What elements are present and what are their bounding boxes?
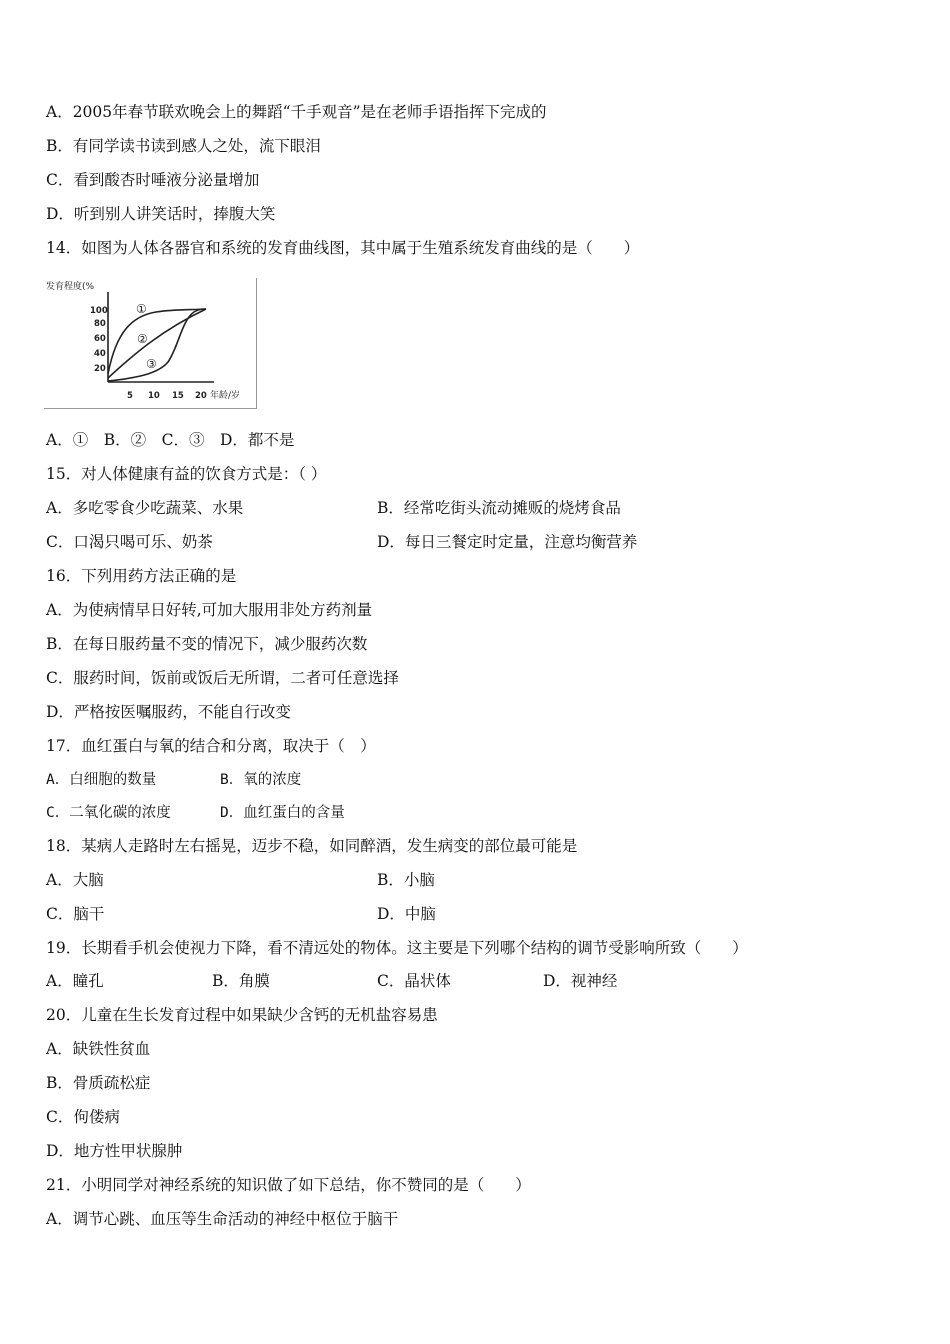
- figure-xtick-20: 20: [195, 391, 207, 401]
- figure-xlabel: 年龄/岁: [210, 391, 241, 401]
- figure-ytick-80: 80: [94, 319, 106, 329]
- q20-option-a: A．缺铁性贫血: [46, 1040, 151, 1058]
- q18-option-d: D．中脑: [377, 905, 436, 923]
- curve-2: [108, 309, 206, 378]
- q15-stem: 15．对人体健康有益的饮食方式是：（ ）: [46, 465, 327, 483]
- q20-option-c: C．佝偻病: [46, 1108, 120, 1126]
- q21-stem: 21．小明同学对神经系统的知识做了如下总结，你不赞同的是（ ）: [46, 1176, 531, 1194]
- q16-option-a: A．为使病情早日好转,可加大服用非处方药剂量: [46, 601, 373, 619]
- q20-stem: 20．儿童在生长发育过程中如果缺少含钙的无机盐容易患: [46, 1006, 438, 1024]
- figure-xtick-10: 10: [148, 391, 160, 401]
- q16-option-b: B．在每日服药量不变的情况下，减少服药次数: [46, 635, 368, 653]
- q17-stem: 17．血红蛋白与氧的结合和分离，取决于（ ）: [46, 737, 376, 755]
- q17-option-c: C．二氧化碳的浓度: [46, 805, 171, 821]
- q19-option-c: C．晶状体: [377, 972, 451, 990]
- q19-option-d: D．视神经: [543, 972, 618, 990]
- q13-option-c: C．看到酸杏时唾液分泌量增加: [46, 171, 260, 189]
- q21-option-a: A．调节心跳、血压等生命活动的神经中枢位于脑干: [46, 1210, 399, 1228]
- development-curve-chart: [44, 278, 256, 408]
- q18-option-a: A．大脑: [46, 871, 104, 889]
- q20-option-b: B．骨质疏松症: [46, 1074, 151, 1092]
- curve-label-3: ③: [146, 357, 157, 371]
- q13-option-d: D．听到别人讲笑话时，捧腹大笑: [46, 205, 276, 223]
- curve-label-2: ②: [137, 332, 148, 346]
- q15-option-c: C．口渴只喝可乐、奶茶: [46, 533, 213, 551]
- q16-option-c: C．服药时间，饭前或饭后无所谓，二者可任意选择: [46, 669, 399, 687]
- q17-option-a: A．白细胞的数量: [46, 772, 157, 788]
- curve-label-1: ①: [136, 302, 147, 316]
- q17-option-d: D．血红蛋白的含量: [220, 805, 345, 821]
- q15-option-b: B．经常吃街头流动摊贩的烧烤食品: [377, 499, 621, 517]
- figure-ytick-40: 40: [94, 349, 106, 359]
- q19-stem: 19．长期看手机会使视力下降，看不清远处的物体。这主要是下列哪个结构的调节受影响所致（ ）: [46, 939, 748, 957]
- q14-development-curve-figure: [44, 278, 257, 409]
- q14-stem: 14．如图为人体各器官和系统的发育曲线图，其中属于生殖系统发育曲线的是（ ）: [46, 239, 640, 257]
- q14-options: A．① B．② C．③ D．都不是: [46, 431, 295, 449]
- q15-option-d: D．每日三餐定时定量，注意均衡营养: [377, 533, 638, 551]
- figure-ytick-20: 20: [94, 364, 106, 374]
- q16-option-d: D．严格按医嘱服药，不能自行改变: [46, 703, 291, 721]
- figure-ytick-60: 60: [94, 334, 106, 344]
- q19-option-b: B．角膜: [212, 972, 270, 990]
- q19-option-a: A．瞳孔: [46, 972, 104, 990]
- q18-stem: 18．某病人走路时左右摇晃，迈步不稳，如同醉酒，发生病变的部位最可能是: [46, 837, 578, 855]
- q15-option-a: A．多吃零食少吃蔬菜、水果: [46, 499, 244, 517]
- q13-option-b: B．有同学读书读到感人之处，流下眼泪: [46, 137, 321, 155]
- figure-ytick-100: 100: [90, 306, 108, 316]
- figure-xtick-15: 15: [172, 391, 184, 401]
- figure-ylabel: 发育程度(%: [46, 282, 95, 292]
- curve-3: [108, 309, 206, 381]
- q18-option-c: C．脑干: [46, 905, 105, 923]
- figure-xtick-5: 5: [127, 391, 133, 401]
- q20-option-d: D．地方性甲状腺肿: [46, 1142, 183, 1160]
- q16-stem: 16．下列用药方法正确的是: [46, 567, 237, 585]
- q13-option-a: A．2005年春节联欢晚会上的舞蹈“千手观音”是在老师手语指挥下完成的: [46, 103, 547, 121]
- q17-option-b: B．氧的浓度: [220, 772, 302, 788]
- q18-option-b: B．小脑: [377, 871, 435, 889]
